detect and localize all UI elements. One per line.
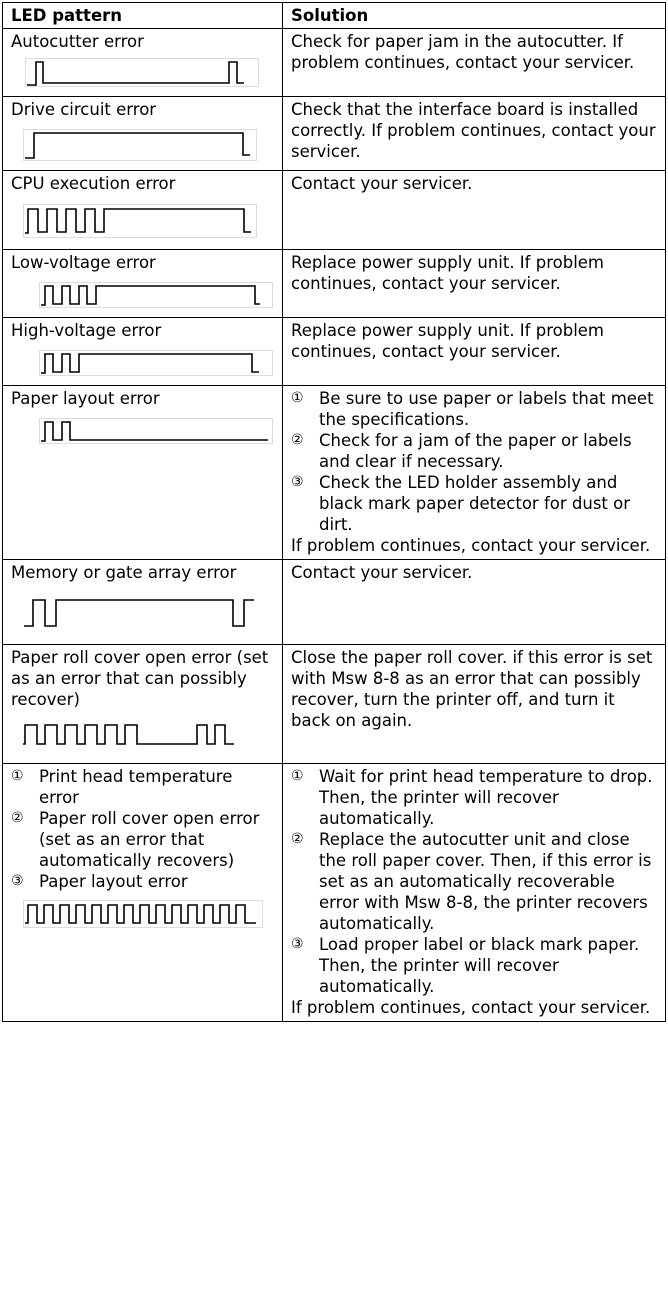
led-pattern-cell <box>3 29 283 97</box>
table-row <box>3 560 666 645</box>
list-item <box>291 472 657 535</box>
solution-cell: Close the paper roll cover. if this error is set with Msw 8-8 as an error that can possibly recover, turn the printer off, and turn it back on again. <box>283 645 666 764</box>
solution-steps <box>291 766 657 997</box>
list-item <box>291 829 657 934</box>
table-row <box>3 97 666 171</box>
step-number: ① <box>291 390 304 406</box>
led-blink-pattern <box>25 58 259 87</box>
led-pattern-cell <box>3 171 283 250</box>
solution-footnote: If problem continues, contact your servicer. <box>291 536 651 555</box>
error-name: Memory or gate array error <box>11 563 237 582</box>
step-text: Replace the autocutter unit and close the roll paper cover. Then, if this error is set as an automatically recoverable error with Msw 8-8, the printer recovers automatically. <box>319 830 652 933</box>
solution-cell: Check for paper jam in the autocutter. If problem continues, contact your servicer. <box>283 29 666 97</box>
step-number: ② <box>291 831 304 847</box>
solution-cell <box>283 764 666 1022</box>
step-number: ③ <box>291 474 304 490</box>
solution-footnote: If problem continues, contact your servicer. <box>291 998 651 1017</box>
error-name: Low-voltage error <box>11 253 156 272</box>
error-name: Paper roll cover open error (set as an error that can possibly recover) <box>11 648 269 709</box>
solution-cell <box>283 386 666 560</box>
list-item <box>11 808 274 871</box>
error-name: Paper layout error <box>11 389 160 408</box>
error-name: CPU execution error <box>11 174 176 193</box>
table-row <box>3 29 666 97</box>
error-name: Paper layout error <box>39 872 188 891</box>
led-pattern-cell <box>3 764 283 1022</box>
step-number: ③ <box>291 936 304 952</box>
step-text: Check for a jam of the paper or labels and clear if necessary. <box>319 431 632 471</box>
list-item <box>11 766 274 808</box>
table-row <box>3 318 666 386</box>
led-blink-pattern <box>23 204 257 238</box>
solution-cell: Contact your servicer. <box>283 560 666 645</box>
step-number: ① <box>11 768 24 784</box>
led-pattern-cell <box>3 645 283 764</box>
error-name: Print head temperature error <box>39 767 233 807</box>
solution-cell: Replace power supply unit. If problem continues, contact your servicer. <box>283 318 666 386</box>
step-text: Be sure to use paper or labels that meet the specifications. <box>319 389 654 429</box>
error-name: Paper roll cover open error (set as an error that automatically recovers) <box>39 809 260 870</box>
step-number: ② <box>291 432 304 448</box>
led-pattern-cell <box>3 386 283 560</box>
table-row <box>3 764 666 1022</box>
led-blink-pattern <box>39 282 273 308</box>
table-row <box>3 250 666 318</box>
table-row <box>3 645 666 764</box>
step-text: Wait for print head temperature to drop. Then, the printer will recover automatically. <box>319 767 653 828</box>
column-header-led-pattern: LED pattern <box>3 3 283 29</box>
list-item <box>291 766 657 829</box>
error-name: High-voltage error <box>11 321 162 340</box>
solution-cell: Check that the interface board is installed correctly. If problem continues, contact your servicer. <box>283 97 666 171</box>
solution-steps <box>291 388 657 535</box>
led-pattern-cell <box>3 560 283 645</box>
solution-cell: Contact your servicer. <box>283 171 666 250</box>
led-blink-pattern <box>23 129 257 161</box>
table-row <box>3 171 666 250</box>
error-name: Drive circuit error <box>11 100 157 119</box>
table-row <box>3 386 666 560</box>
column-header-solution: Solution <box>283 3 666 29</box>
list-item <box>291 934 657 997</box>
led-pattern-cell <box>3 318 283 386</box>
step-number: ② <box>11 810 24 826</box>
led-blink-pattern <box>23 900 263 928</box>
step-number: ③ <box>11 873 24 889</box>
led-blink-pattern <box>39 418 273 444</box>
error-list <box>11 766 274 892</box>
led-pattern-cell <box>3 97 283 171</box>
list-item <box>291 430 657 472</box>
led-error-table <box>2 2 666 1022</box>
led-blink-pattern <box>39 350 273 376</box>
list-item <box>11 871 274 892</box>
step-text: Check the LED holder assembly and black mark paper detector for dust or dirt. <box>319 473 631 534</box>
led-pattern-cell <box>3 250 283 318</box>
led-blink-pattern <box>21 595 255 631</box>
table-header-row <box>3 3 666 29</box>
solution-cell: Replace power supply unit. If problem continues, contact your servicer. <box>283 250 666 318</box>
step-number: ① <box>291 768 304 784</box>
list-item <box>291 388 657 430</box>
error-name: Autocutter error <box>11 32 144 51</box>
step-text: Load proper label or black mark paper. Then, the printer will recover automatically. <box>319 935 640 996</box>
led-blink-pattern <box>21 720 263 748</box>
